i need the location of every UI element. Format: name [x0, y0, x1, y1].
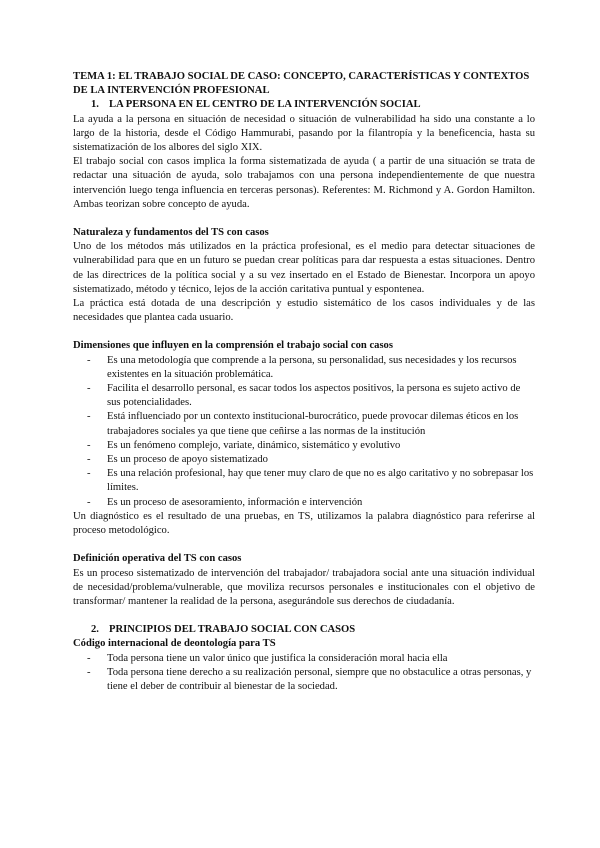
list-item: - Está influenciado por un contexto institucional-burocrático, puede provocar dilemas éticos en los trabajadores sociales ya que tiene que ceñirse a las normas de la institución: [87, 411, 519, 437]
dash-bullet-icon: -: [87, 439, 91, 451]
naturaleza-heading: Naturaleza y fundamentos del TS con casos: [73, 227, 269, 239]
dash-bullet-icon: -: [87, 652, 91, 664]
list-item: - Es un fenómeno complejo, variate, dinámico, sistemático y evolutivo: [73, 439, 535, 453]
dimensiones-after-paragraph: Un diagnóstico es el resultado de una pruebas, en TS, utilizamos la palabra diagnóstico para referirse al proceso metodológico.: [73, 510, 535, 537]
list-item: - Facilita el desarrollo personal, es sacar todos los aspectos positivos, la persona es sujeto activo de sus potencialidades.: [87, 383, 521, 409]
section-1-heading: [73, 98, 535, 112]
naturaleza-paragraph-1: Uno de los métodos más utilizados en la práctica profesional, es el medio para detectar situaciones de vulnerabilidad para que en un futuro se puedan crear políticas para dar respuesta a estas situaciones. Dentro de las directrices de la política social y a su vez insertado en el Estado de Bienestar. Incorpora un apoyo sistematizado, método y técnico, lejos de la acción caritativa puntual y espontenea.: [73, 241, 535, 295]
section-1-heading-text: LA PERSONA EN EL CENTRO DE LA INTERVENCIÓN SOCIAL: [109, 99, 421, 111]
list-item: - Es una metodología que comprende a la persona, su personalidad, sus necesidades y los recursos existentes en la situación problemática.: [87, 354, 517, 380]
list-item: - Toda persona tiene un valor único que justifica la consideración moral hacia ella: [73, 652, 535, 666]
definicion-paragraph: Es un proceso sistematizado de intervención del trabajador/ trabajadora social ante una situación individual de necesidad/problema/vulnerable, que moviliza recursos personales e institucionales con el objetivo de transformar/ mantener la realidad de la persona, asegurándole sus derechos de ciudadanía.: [73, 567, 535, 607]
list-item: - Toda persona tiene derecho a su realización personal, siempre que no obstaculice a otras personas, y tiene el deber de contribuir al bienestar de la sociedad.: [87, 666, 532, 692]
dash-bullet-icon: -: [87, 454, 91, 466]
principios-list: [73, 652, 535, 695]
document-title: TEMA 1: EL TRABAJO SOCIAL DE CASO: CONCEPTO, CARACTERÍSTICAS Y CONTEXTOS DE LA INTERVENCIÓN PROFESIONAL: [73, 71, 530, 97]
dash-bullet-icon: -: [87, 411, 91, 423]
document-page: [73, 70, 535, 694]
section-2-number: 2.: [91, 624, 99, 636]
section-2-heading: [73, 623, 535, 637]
section-1-paragraph-1: La ayuda a la persona en situación de necesidad o situación de vulnerabilidad ha sido una constante a lo largo de la historia, desde el Código Hammurabi, pasando por la filantropía y la beneficencia, hasta su sistematización de los albores del siglo XIX.: [73, 113, 535, 154]
dimensiones-list: [73, 354, 535, 510]
dash-bullet-icon: -: [87, 496, 91, 508]
dash-bullet-icon: -: [87, 468, 91, 480]
naturaleza-paragraph-2: La práctica está dotada de una descripción y estudio sistemático de los casos individuales y de las necesidades que plantea cada usuario.: [73, 298, 535, 324]
dash-bullet-icon: -: [87, 354, 91, 366]
section-2-subheading: Código internacional de deontología para TS: [73, 638, 276, 650]
list-item: - Es un proceso de asesoramiento, información e intervención: [73, 496, 535, 510]
section-2-heading-text: PRINCIPIOS DEL TRABAJO SOCIAL CON CASOS: [109, 624, 356, 636]
list-item: - Es un proceso de apoyo sistematizado: [73, 453, 535, 467]
dimensiones-heading: Dimensiones que influyen en la comprensión el trabajo social con casos: [73, 340, 393, 352]
dash-bullet-icon: -: [87, 666, 91, 678]
list-item: - Es una relación profesional, hay que tener muy claro de que no es algo caritativo y no sobrepasar los límites.: [87, 468, 534, 494]
section-1-number: 1.: [91, 99, 99, 111]
dash-bullet-icon: -: [87, 383, 91, 395]
definicion-heading: Definición operativa del TS con casos: [73, 553, 242, 565]
section-1-paragraph-2: El trabajo social con casos implica la forma sistematizada de ayuda ( a partir de una situación se trata de redactar una situación de ayuda, solo trabajamos con una persona independientemente de que nuestra intervención luego tenga influencia en terceras personas). Referentes: M. Richmond y A. Gordon Hamilton. Ambas teorizan sobre concepto de ayuda.: [73, 156, 535, 210]
